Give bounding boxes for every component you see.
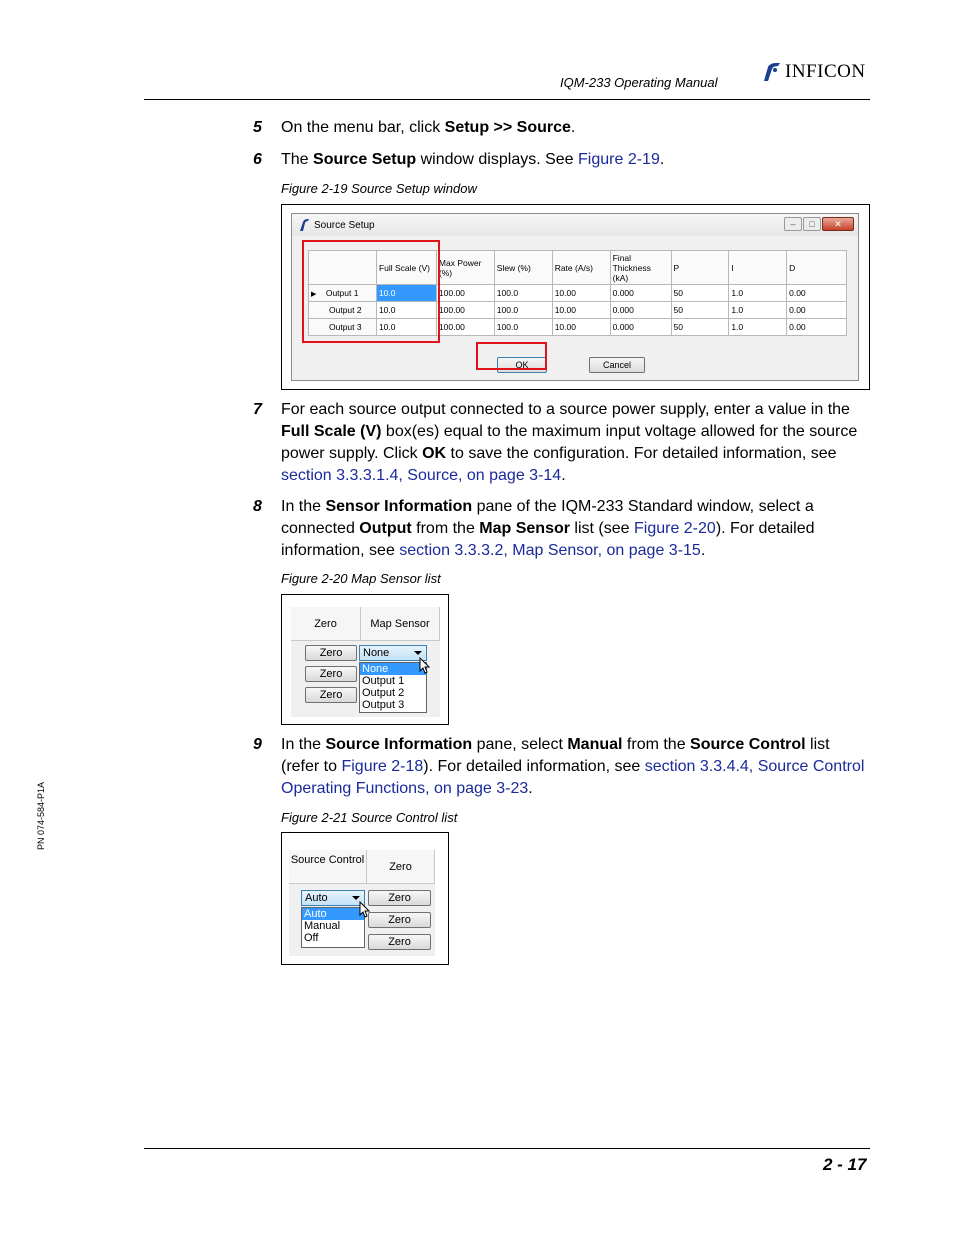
ok-button[interactable]: OK xyxy=(497,357,547,373)
d-cell[interactable]: 0.00 xyxy=(787,285,847,302)
final-thickness-cell[interactable]: 0.000 xyxy=(610,285,671,302)
zero-button[interactable]: Zero xyxy=(305,666,357,682)
step-number: 7 xyxy=(253,401,262,418)
figure-source-control xyxy=(281,832,449,965)
cancel-button[interactable]: Cancel xyxy=(589,357,645,373)
figure-source-setup xyxy=(281,204,870,390)
zero-button[interactable]: Zero xyxy=(305,645,357,661)
map-sensor-combo[interactable]: None xyxy=(359,645,427,661)
dropdown-option[interactable]: Output 1 xyxy=(362,675,405,687)
row-header: ▶ Output 1 xyxy=(309,285,377,302)
page-number: 2 - 17 xyxy=(823,1155,867,1174)
mouse-cursor-icon xyxy=(359,901,371,919)
chevron-down-icon xyxy=(352,896,360,900)
final-thickness-cell[interactable]: 0.000 xyxy=(610,302,671,319)
minimize-icon[interactable]: – xyxy=(784,217,802,231)
dropdown-option[interactable]: Manual xyxy=(304,920,341,932)
maximize-icon[interactable]: □ xyxy=(803,217,821,231)
max-power-cell[interactable]: 100.00 xyxy=(436,302,494,319)
rate-cell[interactable]: 10.00 xyxy=(552,302,610,319)
d-cell[interactable]: 0.00 xyxy=(787,319,847,336)
highlight-full-scale xyxy=(302,240,440,343)
figure-link[interactable]: Figure 2-18 xyxy=(341,758,424,775)
p-cell[interactable]: 50 xyxy=(671,319,729,336)
section-link[interactable]: section 3.3.3.1.4, Source, on page 3-14 xyxy=(281,467,562,484)
row-header: Output 3 xyxy=(309,319,377,336)
full-scale-input[interactable]: 10.0 xyxy=(376,285,436,302)
part-number: PN 074-584-P1A xyxy=(36,781,46,850)
figure-caption: Figure 2-19 Source Setup window xyxy=(281,181,477,196)
i-cell[interactable]: 1.0 xyxy=(729,319,787,336)
full-scale-input[interactable]: 10.0 xyxy=(376,319,436,336)
dropdown-option[interactable]: Off xyxy=(304,932,319,944)
zero-button[interactable]: Zero xyxy=(368,934,431,950)
inficon-logo xyxy=(760,60,866,84)
section-link[interactable]: section 3.3.3.2, Map Sensor, on page 3-15 xyxy=(399,542,701,559)
step-number: 5 xyxy=(253,119,262,136)
max-power-cell[interactable]: 100.00 xyxy=(436,319,494,336)
zero-column-header: Zero xyxy=(291,607,361,641)
source-control-combo[interactable]: Auto xyxy=(301,890,365,906)
mouse-cursor-icon xyxy=(419,657,431,675)
i-cell[interactable]: 1.0 xyxy=(729,285,787,302)
window-titlebar xyxy=(292,214,858,236)
zero-button[interactable]: Zero xyxy=(368,912,431,928)
final-thickness-cell[interactable]: 0.000 xyxy=(610,319,671,336)
header-rule xyxy=(144,99,870,100)
highlight-ok xyxy=(476,342,547,370)
step-number: 8 xyxy=(253,498,262,515)
map-sensor-pane xyxy=(291,607,440,717)
i-cell[interactable]: 1.0 xyxy=(729,302,787,319)
grid-header-cell: Full Scale (V) xyxy=(376,251,436,285)
footer-rule xyxy=(144,1148,870,1149)
step-text: In the Source Information pane, select Manual from the Source Control list (refer to Figure 2-18). For detailed information, see section 3.3.4.4, Source Control Operating Functions, on page 3-23. xyxy=(281,736,865,797)
grid-header-cell: D xyxy=(787,251,847,285)
dropdown-option[interactable]: Output 2 xyxy=(362,687,405,699)
step-text: On the menu bar, click Setup >> Source. xyxy=(281,119,576,136)
step-text: For each source output connected to a source power supply, enter a value in the Full Scale (V) box(es) equal to the maximum input voltage allowed for the source power supply. Click OK to save the configuration. For detailed information, see section 3.3.3.1.4, Source, on page 3-14. xyxy=(281,401,858,484)
window-title: Source Setup xyxy=(314,220,375,231)
manual-title: IQM-233 Operating Manual xyxy=(560,75,718,90)
p-cell[interactable]: 50 xyxy=(671,285,729,302)
max-power-cell[interactable]: 100.00 xyxy=(436,285,494,302)
zero-column-header: Zero xyxy=(367,850,435,884)
slew-cell[interactable]: 100.0 xyxy=(494,302,552,319)
grid-header-cell: I xyxy=(729,251,787,285)
figure-link[interactable]: Figure 2-20 xyxy=(633,520,716,537)
chevron-down-icon xyxy=(414,651,422,655)
inficon-logo-icon xyxy=(760,61,782,83)
map-sensor-dropdown xyxy=(359,662,427,713)
step-number: 9 xyxy=(253,736,262,753)
p-cell[interactable]: 50 xyxy=(671,302,729,319)
step-number: 6 xyxy=(253,151,262,168)
source-control-dropdown xyxy=(301,907,365,948)
d-cell[interactable]: 0.00 xyxy=(787,302,847,319)
map-sensor-column-header: Map Sensor xyxy=(361,607,440,641)
section-link[interactable]: section 3.3.4.4, Source Control Operating Functions, on page 3-23 xyxy=(281,758,865,797)
close-icon[interactable]: ✕ xyxy=(822,217,854,231)
zero-button[interactable]: Zero xyxy=(305,687,357,703)
slew-cell[interactable]: 100.0 xyxy=(494,285,552,302)
step-text: The Source Setup window displays. See Figure 2-19. xyxy=(281,151,665,168)
app-icon xyxy=(298,218,310,232)
step-text: In the Sensor Information pane of the IQM-233 Standard window, select a connected Output from the Map Sensor list (see Figure 2-20). For detailed information, see section 3.3.3.2, Map Sensor, on page 3-15. xyxy=(281,498,815,559)
dropdown-option[interactable]: Output 3 xyxy=(362,699,405,711)
grid-header-cell: Rate (A/s) xyxy=(552,251,610,285)
slew-cell[interactable]: 100.0 xyxy=(494,319,552,336)
full-scale-input[interactable]: 10.0 xyxy=(376,302,436,319)
grid-header-cell: Slew (%) xyxy=(494,251,552,285)
rate-cell[interactable]: 10.00 xyxy=(552,285,610,302)
source-control-pane xyxy=(289,850,435,956)
grid-header-cell: Final Thickness (kA) xyxy=(610,251,671,285)
figure-link[interactable]: Figure 2-19 xyxy=(578,151,660,168)
grid-header-cell: P xyxy=(671,251,729,285)
dropdown-option[interactable]: None xyxy=(360,663,426,675)
logo-text: INFICON xyxy=(785,61,866,82)
row-header: Output 2 xyxy=(309,302,377,319)
zero-button[interactable]: Zero xyxy=(368,890,431,906)
dropdown-option[interactable]: Auto xyxy=(302,908,364,920)
figure-caption: Figure 2-21 Source Control list xyxy=(281,810,458,825)
figure-map-sensor xyxy=(281,594,449,725)
source-control-column-header: Source Control xyxy=(289,850,367,884)
grid-header-cell: Max Power (%) xyxy=(436,251,494,285)
rate-cell[interactable]: 10.00 xyxy=(552,319,610,336)
figure-caption: Figure 2-20 Map Sensor list xyxy=(281,571,441,586)
